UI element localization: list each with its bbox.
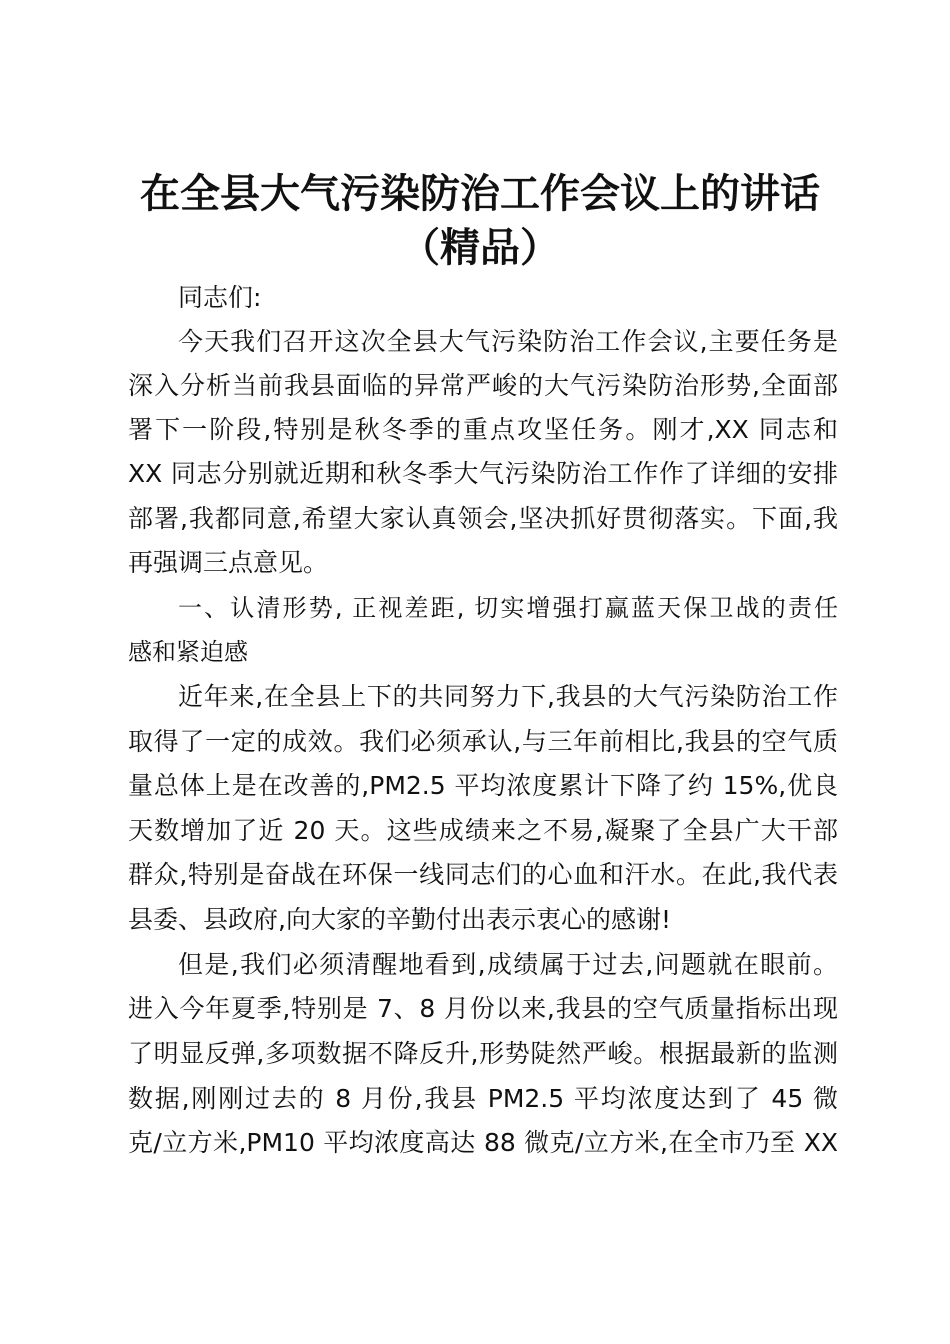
text-line: 但是,我们必须清醒地看到,成绩属于过去,问题就在眼前。 bbox=[178, 950, 838, 979]
salutation: 同志们: bbox=[178, 283, 262, 312]
text-line: 群众,特别是奋战在环保一线同志们的心血和汗水。在此,我代表 bbox=[128, 860, 838, 889]
text-line: 取得了一定的成效。我们必须承认,与三年前相比,我县的空气质 bbox=[128, 727, 838, 756]
document-title-suffix: （精品） bbox=[400, 225, 560, 271]
text-line: 天数增加了近 20 天。这些成绩来之不易,凝聚了全县广大干部 bbox=[128, 816, 838, 845]
text-line: 进入今年夏季,特别是 7、8 月份以来,我县的空气质量指标出现 bbox=[128, 994, 838, 1023]
section-heading: 感和紧迫感 bbox=[128, 638, 248, 666]
text-line: 今天我们召开这次全县大气污染防治工作会议,主要任务是 bbox=[178, 327, 838, 356]
text-line: 署下一阶段,特别是秋冬季的重点攻坚任务。刚才,XX 同志和 bbox=[128, 415, 838, 444]
text-line: 克/立方米,PM10 平均浓度高达 88 微克/立方米,在全市乃至 XX bbox=[128, 1128, 838, 1157]
text-line: 县委、县政府,向大家的辛勤付出表示衷心的感谢! bbox=[128, 905, 671, 934]
text-line: 部署,我都同意,希望大家认真领会,坚决抓好贯彻落实。下面,我 bbox=[128, 504, 838, 533]
text-line: 数据,刚刚过去的 8 月份,我县 PM2.5 平均浓度达到了 45 微 bbox=[128, 1084, 838, 1113]
text-line: 量总体上是在改善的,PM2.5 平均浓度累计下降了约 15%,优良 bbox=[128, 771, 838, 800]
section-heading: 一、认清形势, 正视差距, 切实增强打赢蓝天保卫战的责任 bbox=[178, 594, 838, 622]
document-title: 在全县大气污染防治工作会议上的讲话 bbox=[140, 171, 820, 217]
text-line: 了明显反弹,多项数据不降反升,形势陡然严峻。根据最新的监测 bbox=[128, 1039, 838, 1068]
text-line: 再强调三点意见。 bbox=[128, 548, 329, 577]
text-line: 近年来,在全县上下的共同努力下,我县的大气污染防治工作 bbox=[178, 682, 838, 711]
text-line: 深入分析当前我县面临的异常严峻的大气污染防治形势,全面部 bbox=[128, 371, 838, 400]
text-line: XX 同志分别就近期和秋冬季大气污染防治工作作了详细的安排 bbox=[128, 459, 838, 488]
